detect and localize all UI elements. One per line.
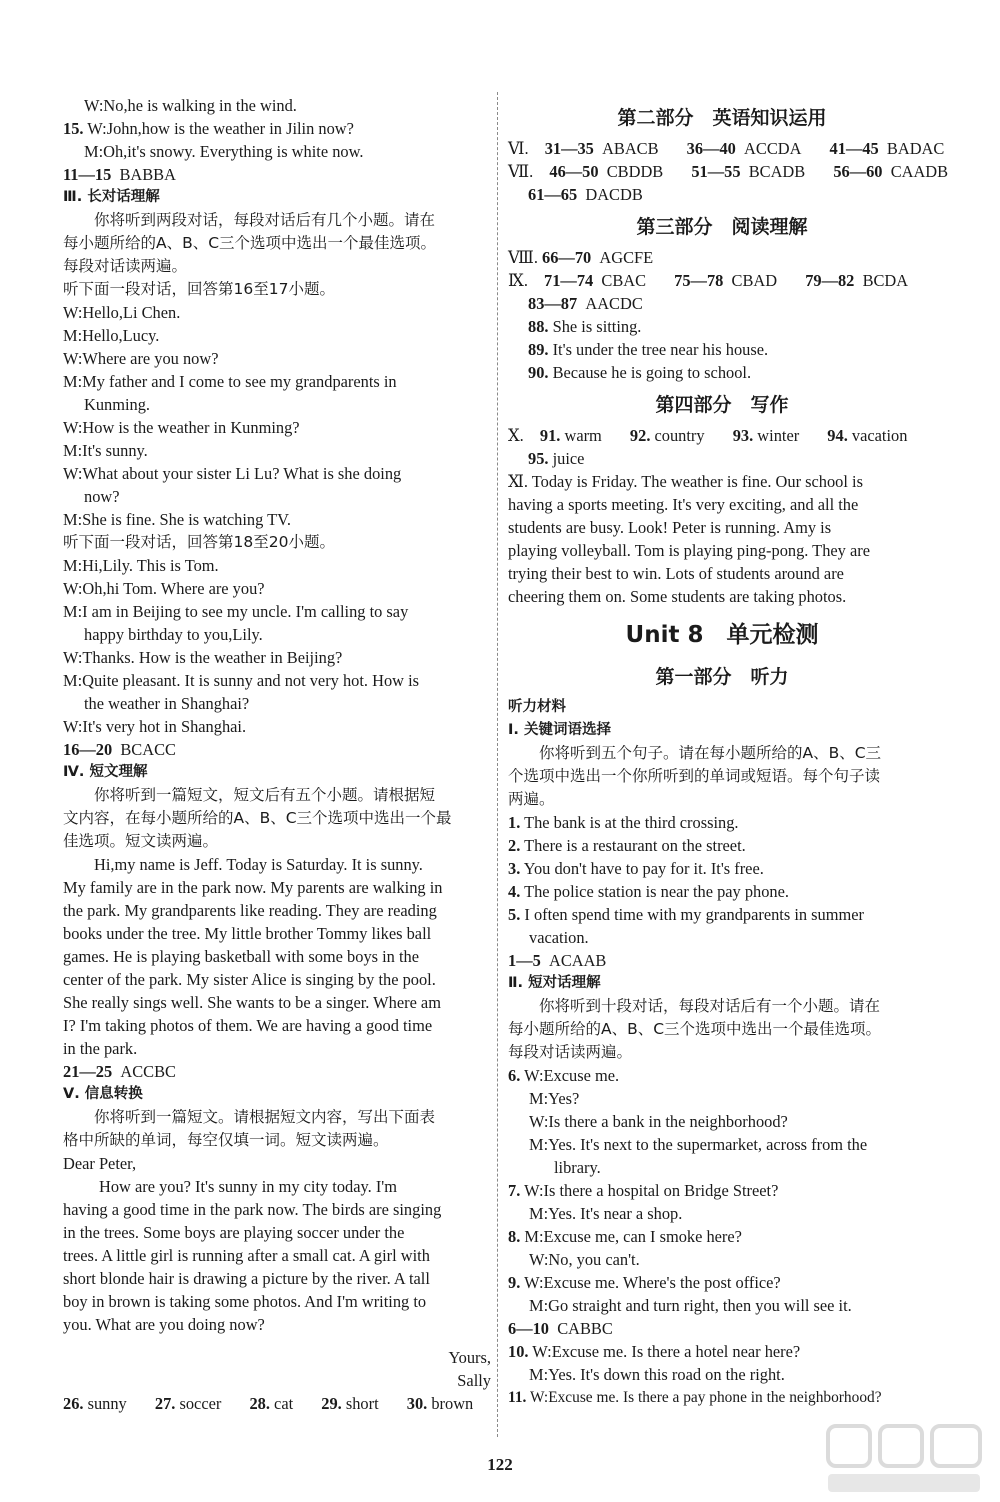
column-divider	[497, 92, 498, 1437]
sentence-item: 1. The bank is at the third crossing.	[508, 813, 739, 832]
answer-item: 91. warm	[539, 426, 602, 445]
answer-line: 61—65 DACDB	[528, 185, 643, 204]
dialogue-line: 6. W:Excuse me.	[508, 1066, 620, 1085]
instruction-line: 你将听到两段对话，每段对话后有几个小题。请在	[94, 211, 436, 229]
answer-range: 21—25	[63, 1062, 113, 1081]
answer-range: 11—15	[63, 165, 112, 184]
passage-line: games. He is playing basketball with some boys in the	[63, 947, 419, 966]
answer-item: 29. short	[321, 1394, 379, 1413]
dialogue-line: happy birthday to you,Lily.	[84, 625, 263, 644]
answer-line: 1—5 ACAAB	[508, 951, 607, 970]
dialogue-line: M:Go straight and turn right, then you will see it.	[529, 1296, 852, 1315]
roman-label: Ⅺ.	[508, 472, 528, 491]
dialogue-line: W:Hello,Li Chen.	[63, 303, 181, 322]
dialogue-line: 9. W:Excuse me. Where's the post office?	[508, 1273, 781, 1292]
question-15	[63, 117, 491, 140]
section-heading: Ⅴ. 信息转换	[63, 1086, 143, 1102]
instruction-line: 你将听到十段对话，每段对话后有一个小题。请在	[539, 997, 881, 1015]
passage-line: I? I'm taking photos of them. We are having a good time	[63, 1016, 433, 1035]
instruction-line: 个选项中选出一个你所听到的单词或短语。每个句子读	[508, 767, 881, 785]
dialogue-line: M:Quite pleasant. It is sunny and not very hot. How is	[63, 671, 420, 690]
right-column	[508, 103, 949, 1409]
dialogue-line: M:Yes?	[529, 1089, 580, 1108]
dialogue-line: 8. M:Excuse me, can I smoke here?	[508, 1227, 742, 1246]
instruction-line: 每段对话读两遍。	[508, 1043, 633, 1061]
letter-line: How are you? It's sunny in my city today. I'm	[99, 1177, 397, 1196]
instruction-line: 每段对话读两遍。	[63, 257, 188, 275]
dialogue-line: 10. W:Excuse me. Is there a hotel near here?	[508, 1342, 801, 1361]
part-heading: 第四部分 写作	[655, 394, 789, 416]
essay-line: trying their best to win. Lots of students around are	[508, 564, 844, 583]
instruction-line: 你将听到一篇短文，短文后有五个小题。请根据短	[94, 786, 436, 804]
question-number: 15.	[63, 119, 84, 138]
letter-body	[63, 1175, 491, 1336]
dialogue-line: W:How is the weather in Kunming?	[63, 418, 300, 437]
instruction-line: 你将听到一篇短文。请根据短文内容，写出下面表	[94, 1108, 436, 1126]
dialogue-line: W:What about your sister Li Lu? What is she doing	[63, 464, 402, 483]
dialogue-line: W:Where are you now?	[63, 349, 219, 368]
answer-line: 95. juice	[528, 449, 585, 468]
answer-item: 94. vacation	[827, 426, 908, 445]
answer-line: 83—87 AACDC	[528, 294, 643, 313]
answer-item: 93. winter	[732, 426, 800, 445]
sentence-item: 5. I often spend time with my grandparents in summer	[508, 905, 864, 924]
roman-label: Ⅸ.	[508, 271, 528, 290]
dialogue-intro: 听下面一段对话，回答第18至20小题。	[63, 533, 335, 551]
dialogue-line: W:No, you can't.	[529, 1250, 640, 1269]
section-heading: Ⅱ. 短对话理解	[508, 975, 601, 991]
dialogue-line: W:John,how is the weather in Jilin now?	[83, 119, 354, 138]
dialogue-line: M:My father and I come to see my grandparents in	[63, 372, 397, 391]
part-heading: 第一部分 听力	[655, 666, 789, 688]
material-heading: 听力材料	[508, 699, 566, 715]
answer-range: 16—20	[63, 740, 113, 759]
dialogue-1	[63, 301, 491, 531]
answer-item: 41—45 BADAC	[829, 139, 945, 158]
answer-line: 90. Because he is going to school.	[528, 363, 752, 382]
essay-line: Ⅺ. Today is Friday. The weather is fine. Our school is	[508, 472, 863, 491]
answer-item: 30. brown	[406, 1394, 474, 1413]
letter-signature: Sally	[457, 1371, 491, 1390]
passage-line: in the park.	[63, 1039, 138, 1058]
instruction-line: 两遍。	[508, 790, 555, 808]
dialogue-line: Kunming.	[84, 395, 151, 414]
letter-line: short blonde hair is drawing a picture by the river. A tall	[63, 1269, 430, 1288]
letter-line: boy in brown is taking some photos. And I'm writing to	[63, 1292, 427, 1311]
dialogue-line: M:She is fine. She is watching TV.	[63, 510, 291, 529]
roman-label: Ⅷ.	[508, 248, 538, 267]
answer-item: 56—60 CAADB	[833, 162, 949, 181]
essay-line: having a sports meeting. It's very exciting, and all the	[508, 495, 859, 514]
passage-line: center of the park. My sister Alice is singing by the pool.	[63, 970, 436, 989]
dialogue-line: M:I am in Beijing to see my uncle. I'm calling to say	[63, 602, 409, 621]
section-heading: Ⅰ. 关键词语选择	[508, 722, 611, 738]
dialogue-line: M:Yes. It's down this road on the right.	[529, 1365, 785, 1384]
letter-greeting: Dear Peter,	[63, 1154, 137, 1173]
instruction-line: 格中所缺的单词，每空仅填一词。短文读两遍。	[63, 1131, 389, 1149]
answer-line: 6—10 CABBC	[508, 1319, 613, 1338]
listening-passage	[63, 853, 491, 1060]
dialogue-line: W:It's very hot in Shanghai.	[63, 717, 247, 736]
answer-item: 79—82 BCDA	[805, 271, 909, 290]
watermark-logo-icon	[822, 1418, 992, 1498]
answer-line	[508, 424, 936, 447]
instruction-line: 佳选项。短文读两遍。	[63, 832, 219, 850]
dialogue-line: W:Is there a bank in the neighborhood?	[529, 1112, 788, 1131]
instruction-line: 你将听到五个句子。请在每小题所给的A、B、C三	[539, 744, 882, 762]
roman-label: Ⅹ.	[508, 426, 524, 445]
answer-item: 92. country	[629, 426, 705, 445]
letter-line: in the trees. Some boys are playing soccer under the	[63, 1223, 405, 1242]
answer-line	[63, 163, 491, 186]
sentence-item: 2. There is a restaurant on the street.	[508, 836, 746, 855]
essay-line: cheering them on. Some students are taking photos.	[508, 587, 847, 606]
roman-label: Ⅵ.	[508, 139, 529, 158]
essay	[508, 470, 936, 608]
dialogue-line: M:Yes. It's next to the supermarket, across from the	[529, 1135, 868, 1154]
dialogue-line: the weather in Shanghai?	[84, 694, 250, 713]
answer-item: 36—40 ACCDA	[686, 139, 802, 158]
dialogue-line: M:It's sunny.	[63, 441, 148, 460]
letter-line: having a good time in the park now. The birds are singing	[63, 1200, 442, 1219]
dialogue-line: M:Yes. It's near a shop.	[529, 1204, 683, 1223]
letter-line: you. What are you doing now?	[63, 1315, 265, 1334]
sentence-item: 4. The police station is near the pay phone.	[508, 882, 789, 901]
answer-item: 46—50 CBDDB	[549, 162, 664, 181]
part-heading: 第二部分 英语知识运用	[617, 107, 827, 129]
unit-title: Unit 8 单元检测	[625, 622, 819, 648]
essay-line: students are busy. Look! Peter is running. Amy is	[508, 518, 832, 537]
dialogue-line: now?	[84, 487, 120, 506]
answer-line	[63, 738, 491, 761]
left-column	[63, 94, 491, 1415]
passage-line: She really sings well. She wants to be a singer. Where am	[63, 993, 441, 1012]
answer-item: 26. sunny	[63, 1394, 127, 1413]
essay-line: playing volleyball. Tom is playing ping-pong. They are	[508, 541, 870, 560]
text-line: W:No,he is walking in the wind.	[84, 96, 297, 115]
dialogue-line: 7. W:Is there a hospital on Bridge Street?	[508, 1181, 779, 1200]
answer-line: Ⅷ. 66—70 AGCFE	[508, 248, 654, 267]
sentence-continuation: vacation.	[529, 928, 589, 947]
answer-letters: BCACC	[120, 740, 176, 759]
instruction-line: 每小题所给的A、B、C三个选项中选出一个最佳选项。	[508, 1020, 882, 1038]
answer-item: 51—55 BCADB	[691, 162, 806, 181]
part-heading: 第三部分 阅读理解	[636, 216, 808, 238]
passage-line: My family are in the park now. My parents are walking in	[63, 878, 443, 897]
instruction-line: 文内容，在每小题所给的A、B、C三个选项中选出一个最	[63, 809, 452, 827]
answer-item: 31—35 ABACB	[544, 139, 659, 158]
dialogue-line: W:Oh,hi Tom. Where are you?	[63, 579, 265, 598]
letter-line: trees. A little girl is running after a small cat. A girl with	[63, 1246, 430, 1265]
answer-line	[63, 1060, 491, 1083]
answer-line	[508, 160, 949, 183]
dialogue-intro: 听下面一段对话，回答第16至17小题。	[63, 280, 335, 298]
answer-line: 88. She is sitting.	[528, 317, 642, 336]
answer-line: 89. It's under the tree near his house.	[528, 340, 769, 359]
dialogue-line: M:Oh,it's snowy. Everything is white now.	[84, 142, 364, 161]
dialogue-line: M:Hello,Lucy.	[63, 326, 160, 345]
passage-line: Hi,my name is Jeff. Today is Saturday. It is sunny.	[94, 855, 423, 874]
section-heading: Ⅲ. 长对话理解	[63, 189, 160, 205]
answer-item: 28. cat	[249, 1394, 294, 1413]
dialogue-2	[63, 554, 491, 738]
dialogue-line: 11. W:Excuse me. Is there a pay phone in the neighborhood?	[508, 1389, 882, 1406]
passage-line: the park. My grandparents like reading. They are reading	[63, 901, 437, 920]
answer-line	[63, 1392, 491, 1415]
letter-closing: Yours,	[448, 1348, 491, 1367]
dialogue-line: M:Hi,Lily. This is Tom.	[63, 556, 219, 575]
page-number: 122	[487, 1455, 513, 1474]
section-heading: Ⅳ. 短文理解	[63, 764, 148, 780]
answer-line	[508, 269, 936, 292]
dialogue-line: W:Thanks. How is the weather in Beijing?	[63, 648, 343, 667]
answer-line	[508, 137, 945, 160]
dialogue-line: library.	[554, 1158, 601, 1177]
roman-label: Ⅶ.	[508, 162, 534, 181]
answer-letters: BABBA	[119, 165, 176, 184]
passage-line: books under the tree. My little brother Tommy likes ball	[63, 924, 432, 943]
answer-item: 27. soccer	[154, 1394, 222, 1413]
answer-item: 75—78 CBAD	[674, 271, 778, 290]
answer-item: 71—74 CBAC	[544, 271, 647, 290]
answer-letters: ACCBC	[120, 1062, 176, 1081]
instruction-line: 每小题所给的A、B、C三个选项中选出一个最佳选项。	[63, 234, 437, 252]
sentence-item: 3. You don't have to pay for it. It's free.	[508, 859, 764, 878]
